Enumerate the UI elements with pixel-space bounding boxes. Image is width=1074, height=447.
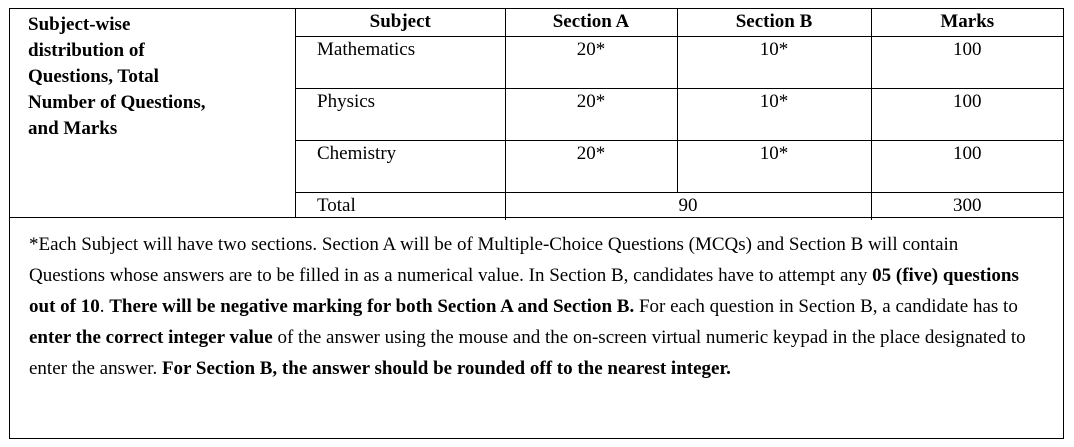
note-bold-text: enter the correct integer value: [29, 327, 273, 348]
table-row: [296, 37, 1063, 89]
section-a-cell: 20*: [505, 141, 677, 193]
distribution-table: [296, 9, 1063, 220]
note-text: *Each Subject will have two sections. Section A will be of Multiple-Choice Questions (MCQs) and Section B will contain Questions whose answers are to be filled in as a numerical value. In Section B, candidates have to attempt any: [29, 234, 959, 286]
header-subject: Subject: [296, 9, 505, 37]
note-text: .: [99, 296, 110, 317]
total-questions-cell: 90: [505, 193, 871, 221]
info-table-frame: [9, 8, 1064, 439]
row-label-line: Questions, Total: [28, 66, 159, 87]
note-text: For each question in Section B, a candidate has to: [634, 296, 1018, 317]
total-row: [296, 193, 1063, 221]
header-section-b: Section B: [677, 9, 871, 37]
subject-cell: Physics: [296, 89, 505, 141]
marks-cell: 100: [871, 89, 1063, 141]
section-b-cell: 10*: [677, 141, 871, 193]
note-text: of the answer using the mouse and the on-screen virtual numeric keypad in the place designated to enter the answer.: [29, 327, 1026, 379]
row-label: [28, 12, 278, 142]
note-bold-text: There will be negative marking for both Section A and Section B.: [109, 296, 635, 317]
table-header-row: [296, 9, 1063, 37]
distribution-section: [10, 9, 1063, 218]
total-label-cell: Total: [296, 193, 505, 221]
marks-cell: 100: [871, 141, 1063, 193]
row-label-line: and Marks: [28, 118, 118, 139]
row-label-line: Number of Questions,: [28, 92, 206, 113]
row-label-line: distribution of: [28, 40, 145, 61]
total-marks-cell: 300: [871, 193, 1063, 221]
section-b-cell: 10*: [677, 89, 871, 141]
subject-cell: Mathematics: [296, 37, 505, 89]
section-b-cell: 10*: [677, 37, 871, 89]
row-label-line: Subject-wise: [28, 14, 131, 35]
header-section-a: Section A: [505, 9, 677, 37]
table-row: [296, 89, 1063, 141]
section-a-cell: 20*: [505, 89, 677, 141]
note-bold-text: For Section B, the answer should be rounded off to the nearest integer.: [161, 358, 731, 379]
marks-cell: 100: [871, 37, 1063, 89]
footnote-paragraph: [29, 229, 1039, 384]
table-row: [296, 141, 1063, 193]
header-marks: Marks: [871, 9, 1063, 37]
subject-cell: Chemistry: [296, 141, 505, 193]
section-a-cell: 20*: [505, 37, 677, 89]
note-bold-text: 05 (five) questions out of 10: [29, 265, 1019, 317]
